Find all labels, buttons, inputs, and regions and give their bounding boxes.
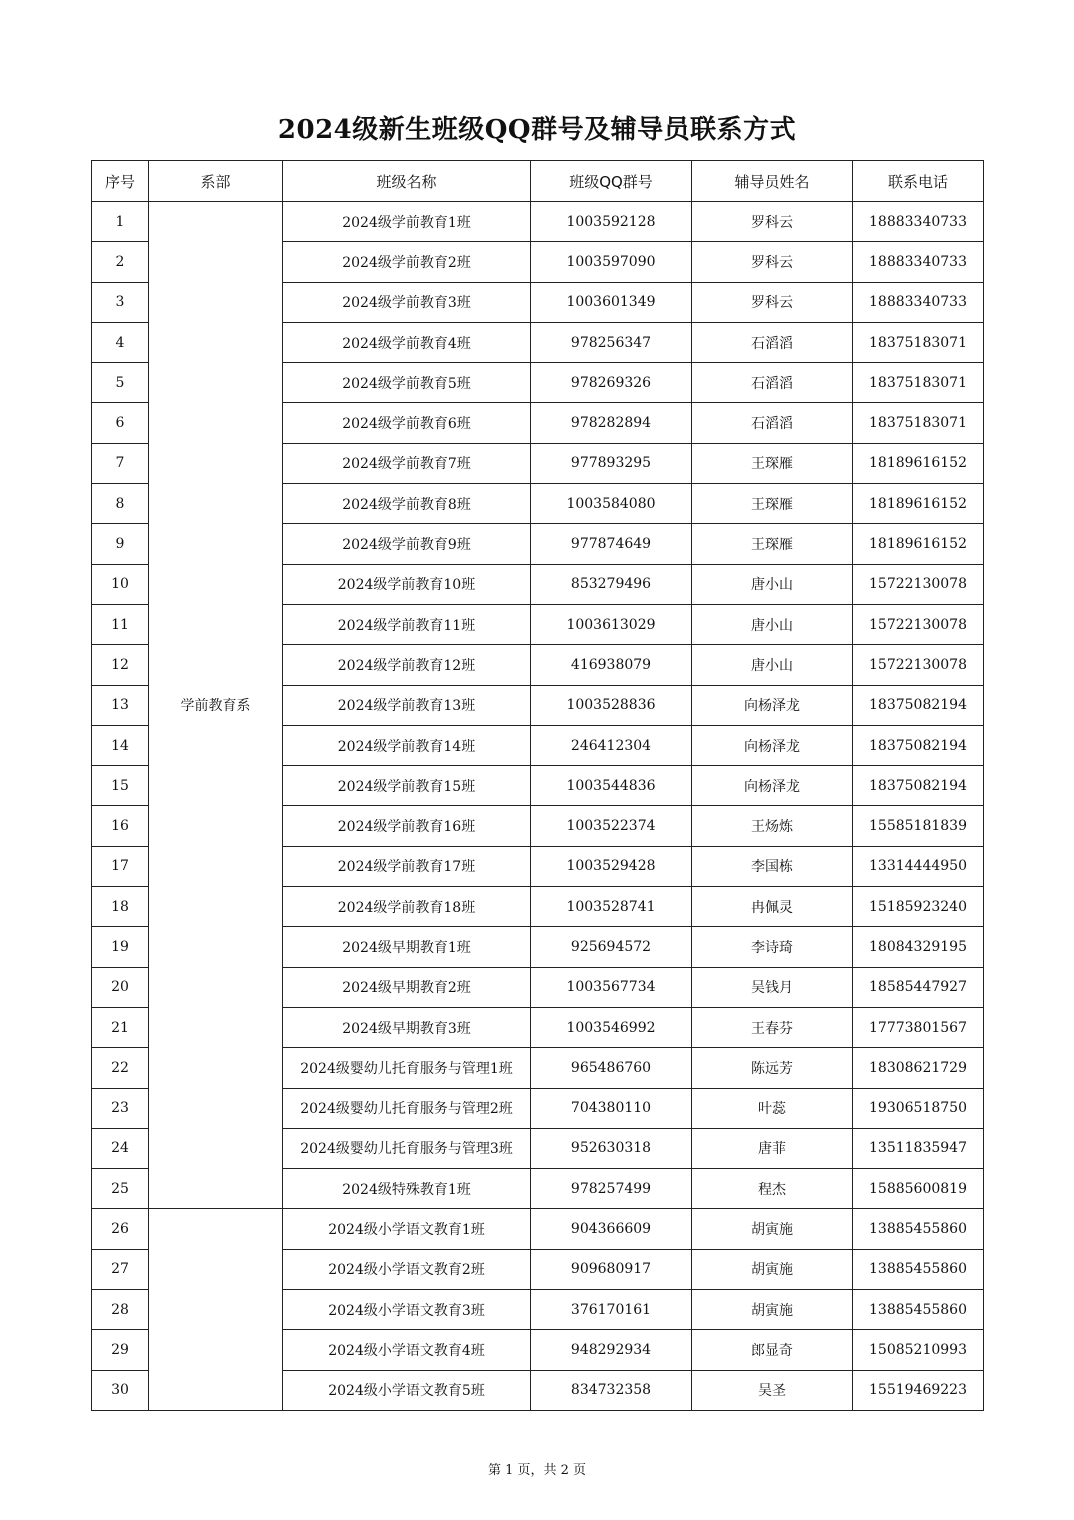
row-no: 14 [92,725,149,765]
class-name-cell: 2024级学前教育12班 [283,645,531,685]
counselor-cell: 罗科云 [692,242,853,282]
phone-cell: 18375082194 [853,766,984,806]
phone-cell: 18189616152 [853,443,984,483]
qq-group-cell: 977893295 [531,443,692,483]
qq-group-cell: 978256347 [531,322,692,362]
qq-group-cell: 909680917 [531,1249,692,1289]
department-cell [149,1209,283,1410]
class-name-cell: 2024级婴幼儿托育服务与管理2班 [283,1088,531,1128]
class-name-cell: 2024级学前教育18班 [283,887,531,927]
header-phone: 联系电话 [853,161,984,202]
phone-cell: 15519469223 [853,1370,984,1410]
counselor-cell: 李诗琦 [692,927,853,967]
row-no: 28 [92,1290,149,1330]
qq-group-cell: 1003597090 [531,242,692,282]
class-name-cell: 2024级学前教育7班 [283,443,531,483]
qq-group-cell: 246412304 [531,725,692,765]
row-no: 12 [92,645,149,685]
counselor-cell: 王琛雁 [692,524,853,564]
phone-cell: 18308621729 [853,1048,984,1088]
page-footer: 第 1 页，共 2 页 [487,1463,587,1478]
counselor-cell: 石滔滔 [692,363,853,403]
row-no: 29 [92,1330,149,1370]
row-no: 17 [92,846,149,886]
counselor-cell: 向杨泽龙 [692,725,853,765]
row-no: 21 [92,1007,149,1047]
qq-group-cell: 1003546992 [531,1007,692,1047]
row-no: 2 [92,242,149,282]
row-no: 19 [92,927,149,967]
phone-cell: 18084329195 [853,927,984,967]
phone-cell: 15185923240 [853,887,984,927]
row-no: 22 [92,1048,149,1088]
qq-group-cell: 978269326 [531,363,692,403]
row-no: 18 [92,887,149,927]
qq-group-cell: 1003584080 [531,484,692,524]
qq-group-cell: 1003522374 [531,806,692,846]
row-no: 3 [92,282,149,322]
class-name-cell: 2024级学前教育15班 [283,766,531,806]
counselor-cell: 胡寅施 [692,1249,853,1289]
row-no: 27 [92,1249,149,1289]
phone-cell: 15722130078 [853,604,984,644]
qq-group-cell: 978282894 [531,403,692,443]
row-no: 7 [92,443,149,483]
counselor-cell: 吴钱月 [692,967,853,1007]
row-no: 23 [92,1088,149,1128]
phone-cell: 13885455860 [853,1249,984,1289]
class-name-cell: 2024级学前教育6班 [283,403,531,443]
class-name-cell: 2024级学前教育1班 [283,202,531,242]
qq-group-cell: 704380110 [531,1088,692,1128]
qq-group-cell: 977874649 [531,524,692,564]
counselor-cell: 唐小山 [692,645,853,685]
phone-cell: 18375082194 [853,685,984,725]
class-name-cell: 2024级早期教育1班 [283,927,531,967]
class-name-cell: 2024级学前教育11班 [283,604,531,644]
counselor-cell: 李国栋 [692,846,853,886]
qq-group-cell: 376170161 [531,1290,692,1330]
header-counselor: 辅导员姓名 [692,161,853,202]
qq-group-cell: 904366609 [531,1209,692,1249]
counselor-cell: 冉佩灵 [692,887,853,927]
counselor-cell: 罗科云 [692,282,853,322]
qq-group-cell: 952630318 [531,1128,692,1168]
class-name-cell: 2024级早期教育2班 [283,967,531,1007]
qq-group-cell: 1003613029 [531,604,692,644]
table-row [92,202,984,242]
counselor-cell: 向杨泽龙 [692,685,853,725]
class-name-cell: 2024级特殊教育1班 [283,1169,531,1209]
row-no: 26 [92,1209,149,1249]
counselor-cell: 吴圣 [692,1370,853,1410]
counselor-cell: 唐小山 [692,604,853,644]
qq-group-cell: 1003544836 [531,766,692,806]
qq-group-cell: 416938079 [531,645,692,685]
qq-group-cell: 948292934 [531,1330,692,1370]
phone-cell: 18189616152 [853,524,984,564]
header-qq-group: 班级QQ群号 [531,161,692,202]
phone-cell: 18375183071 [853,322,984,362]
class-name-cell: 2024级学前教育16班 [283,806,531,846]
qq-group-cell: 978257499 [531,1169,692,1209]
counselor-cell: 石滔滔 [692,322,853,362]
class-name-cell: 2024级学前教育14班 [283,725,531,765]
class-name-cell: 2024级学前教育17班 [283,846,531,886]
row-no: 24 [92,1128,149,1168]
counselor-cell: 石滔滔 [692,403,853,443]
counselor-cell: 胡寅施 [692,1209,853,1249]
phone-cell: 18375183071 [853,363,984,403]
phone-cell: 18189616152 [853,484,984,524]
header-department: 系部 [149,161,283,202]
phone-cell: 15722130078 [853,564,984,604]
phone-cell: 13885455860 [853,1290,984,1330]
phone-cell: 17773801567 [853,1007,984,1047]
row-no: 6 [92,403,149,443]
counselor-cell: 叶蕊 [692,1088,853,1128]
phone-cell: 18883340733 [853,282,984,322]
class-name-cell: 2024级学前教育9班 [283,524,531,564]
class-name-cell: 2024级学前教育3班 [283,282,531,322]
qq-group-cell: 834732358 [531,1370,692,1410]
counselor-cell: 唐菲 [692,1128,853,1168]
row-no: 9 [92,524,149,564]
row-no: 15 [92,766,149,806]
header-no: 序号 [92,161,149,202]
class-name-cell: 2024级学前教育8班 [283,484,531,524]
counselor-cell: 唐小山 [692,564,853,604]
qq-group-cell: 853279496 [531,564,692,604]
qq-group-cell: 1003601349 [531,282,692,322]
phone-cell: 18883340733 [853,202,984,242]
row-no: 1 [92,202,149,242]
header-row [92,161,984,202]
header-class-name: 班级名称 [283,161,531,202]
phone-cell: 15085210993 [853,1330,984,1370]
counselor-cell: 王春芬 [692,1007,853,1047]
class-name-cell: 2024级小学语文教育4班 [283,1330,531,1370]
counselor-cell: 王琛雁 [692,443,853,483]
qq-group-cell: 1003592128 [531,202,692,242]
class-name-cell: 2024级学前教育4班 [283,322,531,362]
counselor-cell: 胡寅施 [692,1290,853,1330]
row-no: 11 [92,604,149,644]
phone-cell: 19306518750 [853,1088,984,1128]
qq-group-cell: 1003528836 [531,685,692,725]
class-name-cell: 2024级学前教育2班 [283,242,531,282]
table-row [92,1209,984,1249]
phone-cell: 15885600819 [853,1169,984,1209]
row-no: 20 [92,967,149,1007]
counselor-cell: 陈远芳 [692,1048,853,1088]
row-no: 10 [92,564,149,604]
counselor-cell: 程杰 [692,1169,853,1209]
class-name-cell: 2024级小学语文教育5班 [283,1370,531,1410]
class-name-cell: 2024级小学语文教育3班 [283,1290,531,1330]
class-name-cell: 2024级学前教育10班 [283,564,531,604]
row-no: 25 [92,1169,149,1209]
row-no: 5 [92,363,149,403]
phone-cell: 15722130078 [853,645,984,685]
counselor-cell: 郎显奇 [692,1330,853,1370]
class-name-cell: 2024级小学语文教育2班 [283,1249,531,1289]
row-no: 16 [92,806,149,846]
qq-group-cell: 925694572 [531,927,692,967]
counselor-cell: 王炀炼 [692,806,853,846]
phone-cell: 13885455860 [853,1209,984,1249]
class-name-cell: 2024级婴幼儿托育服务与管理1班 [283,1048,531,1088]
class-name-cell: 2024级婴幼儿托育服务与管理3班 [283,1128,531,1168]
qq-group-cell: 965486760 [531,1048,692,1088]
roster-table [91,160,984,1411]
class-name-cell: 2024级学前教育5班 [283,363,531,403]
department-cell: 学前教育系 [149,202,283,1209]
table-body [92,202,984,1411]
page-title: 2024级新生班级QQ群号及辅导员联系方式 [277,115,797,145]
counselor-cell: 向杨泽龙 [692,766,853,806]
counselor-cell: 罗科云 [692,202,853,242]
class-name-cell: 2024级学前教育13班 [283,685,531,725]
phone-cell: 18375082194 [853,725,984,765]
phone-cell: 18883340733 [853,242,984,282]
counselor-cell: 王琛雁 [692,484,853,524]
row-no: 30 [92,1370,149,1410]
phone-cell: 13511835947 [853,1128,984,1168]
phone-cell: 18585447927 [853,967,984,1007]
qq-group-cell: 1003567734 [531,967,692,1007]
row-no: 4 [92,322,149,362]
qq-group-cell: 1003528741 [531,887,692,927]
phone-cell: 18375183071 [853,403,984,443]
row-no: 8 [92,484,149,524]
class-name-cell: 2024级早期教育3班 [283,1007,531,1047]
phone-cell: 13314444950 [853,846,984,886]
phone-cell: 15585181839 [853,806,984,846]
qq-group-cell: 1003529428 [531,846,692,886]
class-name-cell: 2024级小学语文教育1班 [283,1209,531,1249]
row-no: 13 [92,685,149,725]
